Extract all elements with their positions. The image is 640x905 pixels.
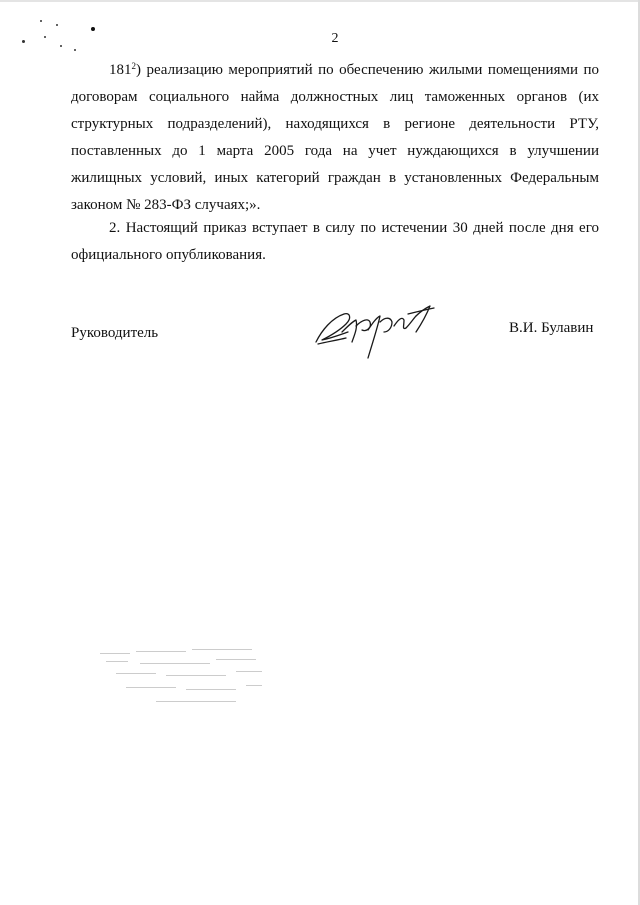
paragraph-effective-date: 2. Настоящий приказ вступает в силу по истечении 30 дней после дня его официального опубликования.: [71, 220, 599, 263]
scan-artifact: [96, 643, 272, 709]
item-text: ) реализацию мероприятий по обеспечению жилыми помещениями по договорам социального найма должностных лиц таможенных органов (их структурных подразделений), находящихся в регионе деятельности РТУ, поставленных до 1 марта 2005 года на учет нуждающихся в улучшении жилищных условий, иных категорий граждан в установленных Федеральным законом № 283-ФЗ случаях;».: [71, 62, 599, 213]
signatory-title: Руководитель: [71, 325, 159, 341]
signatory-name: В.И. Булавин: [509, 320, 594, 336]
item-number: 181: [109, 62, 132, 78]
scan-edge-top: [0, 0, 640, 2]
page-number: 2: [331, 31, 339, 46]
scan-speck: [74, 49, 76, 51]
paragraph-item-181-2: [71, 57, 599, 219]
item-number-superscript: 2: [131, 61, 136, 71]
handwritten-signature: [312, 302, 438, 362]
scan-speck: [40, 20, 42, 22]
scan-speck: [56, 24, 58, 26]
